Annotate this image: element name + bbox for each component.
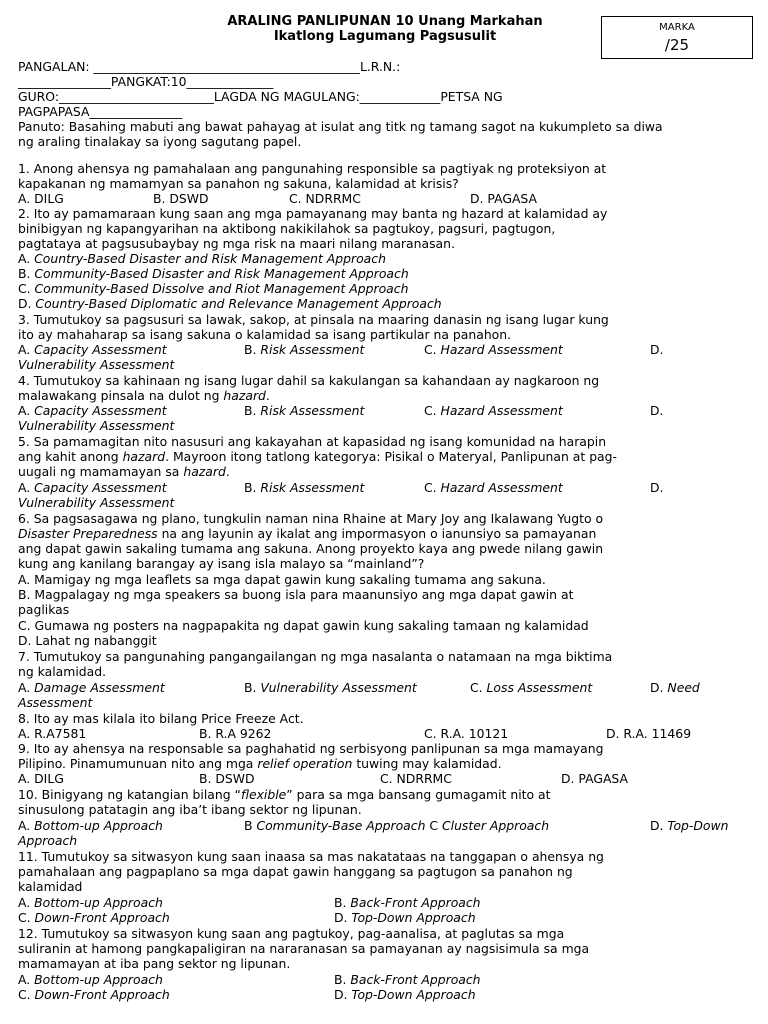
- q9-stem-1: 9. Ito ay ahensya na responsable sa paghahatid ng serbisyong panlipunan sa mga mamayang: [18, 741, 604, 756]
- q11-choice-d: [334, 910, 476, 925]
- choice-letter: B.: [334, 895, 351, 910]
- choice-letter: B.: [244, 342, 261, 357]
- choice-text: Need: [667, 680, 700, 695]
- q5-stem-3: [18, 464, 230, 479]
- q2-choice-b: [18, 266, 409, 281]
- score-box: [601, 16, 753, 59]
- choice-letter: A.: [18, 818, 35, 833]
- q4-stem-1: 4. Tumutukoy sa kahinaan ng isang lugar dahil sa kakulangan sa kahandaan ay nagkaroon ng: [18, 373, 600, 388]
- choice-letter: C: [425, 818, 442, 833]
- choice-text: Hazard Assessment: [440, 403, 563, 418]
- q4-stem-2a: malawakang pinsala na dulot ng: [18, 388, 224, 403]
- q7-stem-1: 7. Tumutukoy sa pangunahing pangangailangan ng mga nasalanta o natamaan na mga biktima: [18, 649, 613, 664]
- section-value: 10______________: [170, 74, 274, 89]
- choice-text: Capacity Assessment: [34, 480, 167, 495]
- choice-text: Back-Front Approach: [350, 895, 481, 910]
- q5-stem-3b: hazard: [183, 464, 226, 479]
- q3-choice-b: [244, 342, 364, 357]
- q1-choice-c: C. NDRRMC: [289, 191, 361, 206]
- choice-text: Risk Assessment: [260, 342, 365, 357]
- choice-text: Hazard Assessment: [440, 342, 563, 357]
- q9-stem-2c: tuwing may kalamidad.: [352, 756, 502, 771]
- q1-choice-b: B. DSWD: [153, 191, 209, 206]
- q11-stem-2: pamahalaan ang pagpaplano sa mga dapat gawin hanggang sa pagtugon sa panahon ng: [18, 864, 573, 879]
- choice-letter: D.: [334, 987, 352, 1002]
- q3-choice-a: [18, 342, 167, 357]
- q8-stem: 8. Ito ay mas kilala ito bilang Price Freeze Act.: [18, 711, 304, 726]
- q9-choice-b: B. DSWD: [199, 771, 255, 786]
- q1-stem-1: 1. Anong ahensya ng pamahalaan ang pangunahing responsible sa pagtiyak ng proteksiyon at: [18, 161, 607, 176]
- q10-stem-1a: 10. Binigyang ng katangian bilang “: [18, 787, 241, 802]
- choice-text: Top-Down Approach: [351, 987, 476, 1002]
- instructions-line-2: ng araling tinalakay sa iyong sagutang papel.: [18, 134, 302, 149]
- q2-choice-d-letter: D.: [18, 296, 36, 311]
- q3-stem-1: 3. Tumutukoy sa pagsusuri sa lawak, sakop, at pinsala na maaring danasin ng isang lugar kung: [18, 312, 609, 327]
- q3-choice-c: [424, 342, 563, 357]
- q1-choice-a: A. DILG: [18, 191, 64, 206]
- q10-choice-a: [18, 818, 163, 833]
- q7-stem-2: ng kalamidad.: [18, 664, 107, 679]
- choice-letter: C.: [470, 680, 487, 695]
- q3-choice-d-letter: D.: [650, 342, 664, 357]
- q5-choice-d-text: Vulnerability Assessment: [18, 495, 175, 510]
- q11-stem-1: 11. Tumutukoy sa sitwasyon kung saan inaasa sa mas nakatataas na tanggapan o ahensya ng: [18, 849, 604, 864]
- section-label: _______________PANGKAT:: [18, 74, 171, 89]
- choice-text: Vulnerability Assessment: [260, 680, 417, 695]
- title-line-2: Ikatlong Lagumang Pagsusulit: [273, 29, 497, 44]
- form-line-name: PANGALAN: ___________________________________________L.R.N.:: [18, 59, 401, 74]
- choice-letter: A.: [18, 342, 35, 357]
- q8-choice-a: A. R.A7581: [18, 726, 87, 741]
- choice-letter: B: [244, 818, 257, 833]
- q2-choice-a-text: Country-Based Disaster and Risk Management Approach: [34, 251, 386, 266]
- q9-choice-d: D. PAGASA: [561, 771, 629, 786]
- q10-choice-d: [650, 818, 729, 833]
- q2-choice-d-text: Country-Based Diplomatic and Relevance Management Approach: [35, 296, 442, 311]
- q8-choice-d: D. R.A. 11469: [606, 726, 692, 741]
- q4-choice-d-letter: D.: [650, 403, 664, 418]
- q6-stem-1: 6. Sa pagsasagawa ng plano, tungkulin naman nina Rhaine at Mary Joy ang Ikalawang Yugto o: [18, 511, 604, 526]
- q6-choice-c: C. Gumawa ng posters na nagpapakita ng dapat gawin kung sakaling tamaan ng kalamidad: [18, 618, 589, 633]
- q8-choice-b: B. R.A 9262: [199, 726, 272, 741]
- q1-stem-2: kapakanan ng mamamyan sa panahon ng sakuna, kalamidad at krisis?: [18, 176, 459, 191]
- choice-text: Loss Assessment: [486, 680, 593, 695]
- choice-text: Back-Front Approach: [350, 972, 481, 987]
- q11-choice-a: [18, 895, 163, 910]
- q5-stem-3c: .: [225, 464, 230, 479]
- choice-text: Bottom-up Approach: [34, 972, 163, 987]
- q6-stem-2b: na ang layunin ay ikalat ang impormasyon o ianunsiyo sa pamayanan: [157, 526, 597, 541]
- q4-choice-c: [424, 403, 563, 418]
- choice-text: Capacity Assessment: [34, 403, 167, 418]
- q4-choice-b: [244, 403, 364, 418]
- q2-choice-b-text: Community-Based Disaster and Risk Management Approach: [34, 266, 409, 281]
- q5-choice-c: [424, 480, 563, 495]
- q4-choice-d-text: Vulnerability Assessment: [18, 418, 175, 433]
- choice-letter: A.: [18, 403, 35, 418]
- q3-stem-2: ito ay mahaharap sa isang sakuna o kalamidad sa isang partikular na panahon.: [18, 327, 512, 342]
- q5-choice-d-letter: D.: [650, 480, 664, 495]
- q6-choice-b-2: paglikas: [18, 602, 70, 617]
- q9-stem-2b: relief operation: [257, 756, 353, 771]
- q2-choice-d: [18, 296, 442, 311]
- score-label: MARKA: [659, 22, 695, 33]
- choice-letter: B.: [334, 972, 351, 987]
- q4-stem-2c: .: [265, 388, 270, 403]
- choice-text: Down-Front Approach: [34, 910, 170, 925]
- choice-letter: A.: [18, 480, 35, 495]
- choice-letter: A.: [18, 972, 35, 987]
- q9-stem-2: [18, 756, 502, 771]
- q10-stem-1: [18, 787, 550, 802]
- q6-choice-b-1: B. Magpalagay ng mga speakers sa buong isla para maanunsiyo ang mga dapat gawin at: [18, 587, 574, 602]
- q9-choice-a: A. DILG: [18, 771, 64, 786]
- choice-letter: D.: [650, 680, 668, 695]
- q5-stem-3a: uugali ng mamamayan sa: [18, 464, 184, 479]
- choice-text: Damage Assessment: [34, 680, 165, 695]
- q9-stem-2a: Pilipino. Pinamumunuan nito ang mga: [18, 756, 258, 771]
- choice-text: Top-Down Approach: [351, 910, 476, 925]
- q2-choice-c: [18, 281, 408, 296]
- choice-text: Bottom-up Approach: [34, 895, 163, 910]
- q2-stem-3: pagtataya at pagsusubaybay ng mga risk na maari nilang maranasan.: [18, 236, 455, 251]
- choice-text: Hazard Assessment: [440, 480, 563, 495]
- q6-choice-a: A. Mamigay ng mga leaflets sa mga dapat gawin kung sakaling tumama ang sakuna.: [18, 572, 546, 587]
- q12-choice-c: [18, 987, 170, 1002]
- q2-choice-b-letter: B.: [18, 266, 35, 281]
- q11-choice-c: [18, 910, 170, 925]
- choice-letter: C.: [424, 342, 441, 357]
- q12-stem-1: 12. Tumutukoy sa sitwasyon kung saan ang pagtukoy, pag-aanalisa, at paglutas sa mga: [18, 926, 565, 941]
- q6-stem-3: ang dapat gawin sakaling tumama ang sakuna. Anong proyekto kaya ang pwede nilang gawin: [18, 541, 604, 556]
- q5-choice-b: [244, 480, 364, 495]
- choice-letter: B.: [244, 680, 261, 695]
- q2-choice-a-letter: A.: [18, 251, 35, 266]
- q1-choice-d: D. PAGASA: [470, 191, 538, 206]
- q2-choice-c-letter: C.: [18, 281, 35, 296]
- q6-stem-2: [18, 526, 596, 541]
- choice-text: Community-Base Approach: [256, 818, 426, 833]
- form-line-teacher: GURO:_________________________LAGDA NG MAGULANG:_____________PETSA NG: [18, 89, 503, 104]
- q7-choice-a: [18, 680, 165, 695]
- q10-choice-d-cont: Approach: [18, 833, 78, 848]
- q12-stem-3: mamamayan at iba pang sektor ng lipunan.: [18, 956, 291, 971]
- choice-text: Bottom-up Approach: [34, 818, 163, 833]
- choice-letter: C.: [18, 987, 35, 1002]
- choice-letter: C.: [424, 480, 441, 495]
- choice-letter: B.: [244, 403, 261, 418]
- q6-stem-2a: Disaster Preparedness: [18, 526, 158, 541]
- q8-choice-c: C. R.A. 10121: [424, 726, 509, 741]
- choice-letter: A.: [18, 895, 35, 910]
- q12-stem-2: suliranin at hamong pangkapaligiran na nararanasan sa pamayanan ay nagsisimula sa mga: [18, 941, 590, 956]
- title-line-1: ARALING PANLIPUNAN 10 Unang Markahan: [227, 14, 543, 29]
- form-line-section: [18, 74, 273, 89]
- q7-choice-b: [244, 680, 417, 695]
- q4-stem-2: [18, 388, 270, 403]
- choice-letter: A.: [18, 680, 35, 695]
- q10-stem-1c: ” para sa mga bansang gumagamit nito at: [286, 787, 551, 802]
- q12-choice-d: [334, 987, 476, 1002]
- choice-text: Risk Assessment: [260, 480, 365, 495]
- form-line-date: PAGPAPASA_______________: [18, 104, 183, 119]
- q6-stem-4: kung ang kanilang barangay ay isang isla malayo sa “mainland”?: [18, 556, 425, 571]
- q12-choice-a: [18, 972, 163, 987]
- choice-letter: D.: [650, 818, 668, 833]
- q9-choice-c: C. NDRRMC: [380, 771, 452, 786]
- q5-stem-2c: . Mayroon itong tatlong kategorya: Pisikal o Materyal, Panlipunan at pag-: [165, 449, 617, 464]
- q7-choice-d: [650, 680, 700, 695]
- q10-stem-1b: flexible: [240, 787, 287, 802]
- q4-choice-a: [18, 403, 167, 418]
- quiz-title: [200, 14, 570, 44]
- q2-choice-c-text: Community-Based Dissolve and Riot Management Approach: [34, 281, 409, 296]
- choice-text: Top-Down: [667, 818, 729, 833]
- choice-letter: C.: [424, 403, 441, 418]
- q6-choice-d: D. Lahat ng nabanggit: [18, 633, 157, 648]
- q2-choice-a: [18, 251, 386, 266]
- q5-stem-1: 5. Sa pamamagitan nito nasusuri ang kakayahan at kapasidad ng isang komunidad na harapin: [18, 434, 607, 449]
- q5-choice-a: [18, 480, 167, 495]
- choice-text: Capacity Assessment: [34, 342, 167, 357]
- q5-stem-2: [18, 449, 617, 464]
- choice-letter: C.: [18, 910, 35, 925]
- q7-choice-c: [470, 680, 592, 695]
- q5-stem-2a: ang kahit anong: [18, 449, 123, 464]
- q4-stem-2b: hazard: [223, 388, 266, 403]
- instructions-line-1: Panuto: Basahing mabuti ang bawat pahayag at isulat ang titk ng tamang sagot na kukumpleto sa diwa: [18, 119, 663, 134]
- q5-stem-2b: hazard: [122, 449, 166, 464]
- choice-text: Risk Assessment: [260, 403, 365, 418]
- q10-stem-2: sinusulong patatagin ang iba’t ibang sektor ng lipunan.: [18, 802, 362, 817]
- q11-stem-3: kalamidad: [18, 879, 83, 894]
- q11-choice-b: [334, 895, 481, 910]
- q2-stem-1: 2. Ito ay pamamaraan kung saan ang mga pamayanang may banta ng hazard at kalamidad ay: [18, 206, 608, 221]
- score-value: /25: [664, 36, 690, 54]
- q2-stem-2: binibigyan ng kapangyarihan na aktibong nakikilahok sa pagtukoy, pagsuri, pagtugon,: [18, 221, 556, 236]
- choice-letter: D.: [334, 910, 352, 925]
- choice-text: Cluster Approach: [441, 818, 550, 833]
- choice-letter: B.: [244, 480, 261, 495]
- q7-choice-d-cont: Assessment: [18, 695, 93, 710]
- q3-choice-d-text: Vulnerability Assessment: [18, 357, 175, 372]
- q12-choice-b: [334, 972, 481, 987]
- q10-choice-bc: [244, 818, 549, 833]
- choice-text: Down-Front Approach: [34, 987, 170, 1002]
